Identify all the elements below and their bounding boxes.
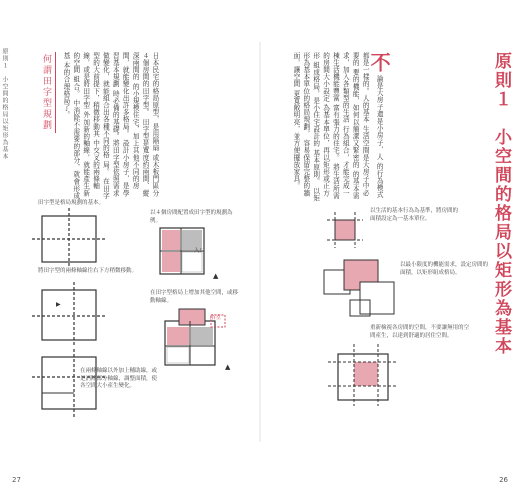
- right-body-line: 以矩形為基本單位的格局規劃，: [301, 52, 320, 202]
- right-body-text: [290, 52, 392, 202]
- left-body-line: 中交叉的兩條軸線，或是將田字型: [81, 52, 100, 190]
- right-body-line: 的基本需求，加入各類型的生活: [341, 52, 360, 200]
- left-body-line: 外加新的軸線，就能產生新的空間: [71, 52, 90, 197]
- left-body-line: 局。: [101, 161, 110, 176]
- right-body-line: 將生活所需的房間大小設定: [321, 52, 340, 200]
- svg-text:▲: ▲: [225, 363, 231, 371]
- left-body-line: 本的合理格局了。: [61, 61, 70, 119]
- left-running-head: 原則１ 小空間的格局以矩形為基本: [1, 48, 8, 160]
- caption-left-1: 田字型是格局規劃的基本。: [38, 200, 105, 206]
- left-body-line: 設計小房子，是學習基本規劃: [111, 52, 130, 197]
- caption-right-1: 以生活的基本行為為基準，將房間的面積設定為一基本單位。: [370, 208, 459, 222]
- right-body-line: 論是大房子還是小房子，人: [375, 75, 384, 161]
- right-body-line: 行為組合，才能完成一棟生活機能豐富: [331, 52, 350, 197]
- left-body-text: [60, 52, 159, 202]
- left-body-line: 田字型是寬度約兩間、縱深兩間的: [131, 52, 150, 197]
- label-bathroom: 浴室: [210, 315, 222, 321]
- left-body-line: 或木板門區分４個房間的田字型。: [141, 52, 159, 197]
- right-body-line: 為基本單位，再以矩形或正方形: [311, 52, 330, 197]
- caption-left-5: 在田字型格局上增加其他空間，或移動軸線。: [150, 290, 239, 304]
- svg-text:▲: ▲: [213, 272, 219, 280]
- right-body-line: 的行為模式都是一樣的。人的基本: [361, 52, 384, 199]
- caption-left-3: 在兩條軸線以外加上輔助線，或是消除部分軸線，調整面積，使各空間大小產生變化。: [80, 368, 158, 390]
- caption-left-2: 將田字型的兩條軸線往右下方稍微移動。: [38, 268, 138, 274]
- svg-text:▶: ▶: [56, 301, 61, 308]
- left-body-line: 間，就能變化出許多格局。: [121, 52, 130, 138]
- refined-plan-diagram: [318, 340, 428, 410]
- room-plan-diagram-2: [155, 305, 245, 375]
- gutter: [259, 42, 261, 442]
- right-body-line: 組成格局，是小住宅設計的: [311, 61, 320, 147]
- right-body-line: 要的機能，如何以簡潔又緊密的: [351, 68, 360, 169]
- label-entrance: 入口: [194, 248, 206, 254]
- caption-left-4: 以４個房間配置成田字型的規劃為例。: [150, 210, 233, 224]
- left-body-line: 時必備的基礎。將田字型依照需求: [111, 90, 120, 197]
- left-body-line: 在田字型的大前提下，稍微移動其: [91, 52, 110, 200]
- right-page-number: 26: [499, 476, 508, 484]
- right-page-title: 原則１ 小空間的格局以矩形為基本: [491, 52, 511, 356]
- left-body-line: 做變化，就能組合出各種不同的格: [101, 52, 110, 159]
- left-page-number: 27: [12, 476, 21, 484]
- caption-right-3: 重新檢視各房間的空間，不要讓無用的空間產生，以達到舒適的居住空間。: [370, 325, 470, 339]
- right-body-line: 生活空間是大房子中必要的: [351, 52, 370, 197]
- left-subtitle: 何謂田字型規劃: [38, 52, 56, 133]
- room-plan-diagram-1: [150, 222, 230, 282]
- left-body-line: 日本民宅的格局原型，是用隔扇: [150, 52, 159, 152]
- grid-plan-diagram-2: [22, 280, 132, 350]
- right-body-line: 容易保留完整的牆面，讓空間: [291, 52, 310, 197]
- right-body-line: 基本原則。: [311, 149, 320, 186]
- grid-plan-diagram-1: [22, 200, 132, 270]
- right-body-line: 富有張力的住宅。: [331, 104, 340, 162]
- caption-right-2: 以最小限度的機能需求，設定房間的面積，以矩形組成格局。: [400, 262, 489, 276]
- dropcap: 不: [367, 52, 392, 73]
- left-body-line: 中消除不需要的部分，就會形成基: [61, 52, 80, 200]
- left-body-line: 的小規模住宅，加上其他不同的房: [131, 83, 140, 190]
- left-body-line: 組合。: [71, 75, 80, 98]
- right-body-line: 更寬敞明亮，並方便擺放家具。: [291, 90, 300, 190]
